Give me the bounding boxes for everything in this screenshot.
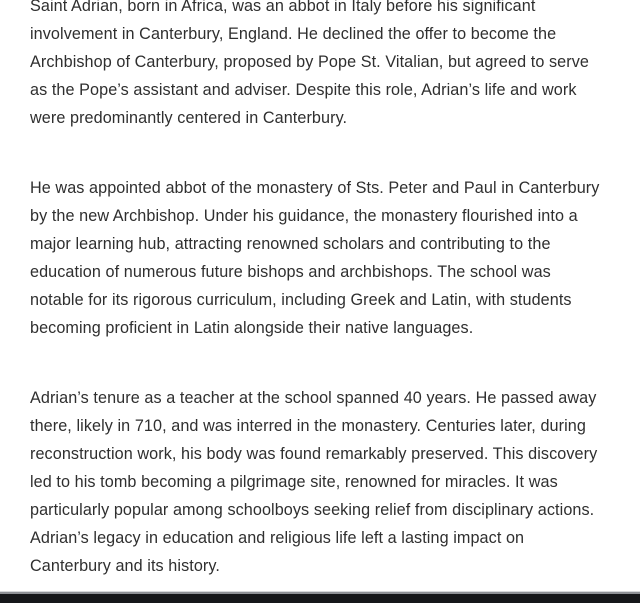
article-paragraph: Saint Adrian, born in Africa, was an abbot in Italy before his significant involvement in Canterbury, England. He declined the offer to become the Archbishop of Canterbury, proposed by Pope St. Vitalian, but agreed to serve as the Pope’s assistant and adviser. Despite this role, Adrian’s life and work were predominantly centered in Canterbury. xyxy=(30,0,589,127)
article-paragraph: He was appointed abbot of the monastery of Sts. Peter and Paul in Canterbury by the new Archbishop. Under his guidance, the monastery flourished into a major learning hub, attracting renowned scholars and contributing to the education of numerous future bishops and archbishops. The school was notable for its rigorous curriculum, including Greek and Latin, with students becoming proficient in Latin alongside their native languages. xyxy=(30,179,600,337)
article-paragraph: Adrian’s tenure as a teacher at the school spanned 40 years. He passed away there, likely in 710, and was interred in the monastery. Centuries later, during reconstruction work, his body was found remarkably preserved. This discovery led to his tomb becoming a pilgrimage site, renowned for miracles. It was particularly popular among schoolboys seeking relief from disciplinary actions. Adrian’s legacy in education and religious life left a lasting impact on Canterbury and its history. xyxy=(30,389,598,575)
window-bottom-bar xyxy=(0,594,640,603)
